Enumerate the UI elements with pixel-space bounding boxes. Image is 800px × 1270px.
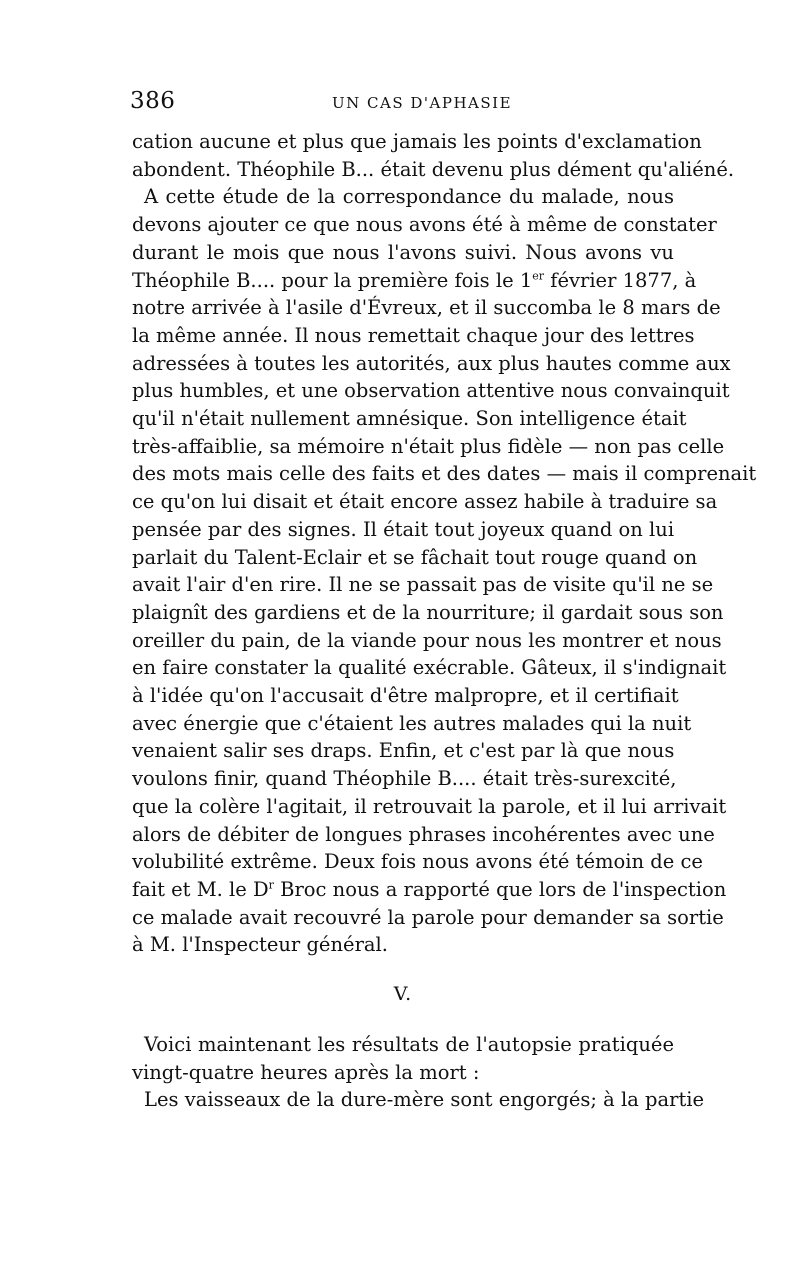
- paragraph-continuation: [132, 128, 735, 183]
- text-line: cation aucune et plus que jamais les points d'exclamation: [132, 130, 702, 153]
- text-line: à M. l'Inspecteur général.: [132, 933, 388, 957]
- text-fragment: Théophile B.... pour la première fois le 1: [132, 268, 533, 292]
- text-line-with-date: [132, 267, 697, 295]
- text-line: abondent. Théophile B... était devenu plus dément qu'aliéné.: [132, 157, 735, 181]
- text-line: alors de débiter de longues phrases incohérentes avec une: [132, 822, 715, 846]
- text-line: Les vaisseaux de la dure-mère sont engorgés; à la partie: [144, 1088, 705, 1112]
- text-line: Voici maintenant les résultats de l'autopsie pratiquée: [144, 1032, 674, 1056]
- text-line: plus humbles, et une observation attentive nous convainquit: [132, 379, 730, 403]
- text-line: A cette étude de la correspondance du malade, nous: [144, 185, 674, 209]
- text-line: que la colère l'agitait, il retrouvait la parole, et il lui arrivait: [132, 794, 727, 818]
- text-fragment: fait et M. le D: [132, 877, 269, 901]
- paragraph-correspondence: [132, 183, 757, 959]
- text-line: très-affaiblie, sa mémoire n'était plus fidèle — non pas celle: [132, 434, 725, 458]
- text-line-with-title: [132, 876, 727, 904]
- text-line: devons ajouter ce que nous avons été à même de constater: [132, 213, 717, 237]
- body-text: [132, 128, 757, 1114]
- text-line: venaient salir ses draps. Enfin, et c'est par là que nous: [132, 739, 675, 763]
- text-fragment: Broc nous a rapporté que lors de l'inspection: [273, 877, 727, 901]
- page-number: 386: [130, 88, 176, 114]
- text-line: voulons finir, quand Théophile B.... était très-surexcité,: [132, 767, 677, 791]
- text-line: pensée par des signes. Il était tout joyeux quand on lui: [132, 517, 675, 541]
- text-line: avec énergie que c'étaient les autres malades qui la nuit: [132, 711, 692, 735]
- text-line: oreiller du pain, de la viande pour nous les montrer et nous: [132, 628, 722, 652]
- text-line: durant le mois que nous l'avons suivi. Nous avons vu: [132, 240, 674, 264]
- running-title: UN CAS D'APHASIE: [332, 94, 513, 112]
- text-line: ce malade avait recouvré la parole pour demander sa sortie: [132, 905, 724, 929]
- section-heading: V.: [393, 983, 413, 1006]
- text-line: avait l'air d'en rire. Il ne se passait pas de visite qu'il ne se: [132, 573, 714, 597]
- book-page: [130, 88, 757, 1114]
- paragraph-dura-mater: [132, 1086, 705, 1114]
- text-line: en faire constater la qualité exécrable. Gâteux, il s'indignait: [132, 656, 727, 680]
- text-line: parlait du Talent-Eclair et se fâchait tout rouge quand on: [132, 545, 698, 569]
- text-line: adressées à toutes les autorités, aux plus hautes comme aux: [132, 351, 731, 375]
- running-header: [132, 88, 674, 128]
- text-line: vingt-quatre heures après la mort :: [132, 1060, 480, 1084]
- text-line: plaignît des gardiens et de la nourriture; il gardait sous son: [132, 600, 724, 624]
- text-line: la même année. Il nous remettait chaque jour des lettres: [132, 323, 695, 347]
- text-line: volubilité extrême. Deux fois nous avons été témoin de ce: [132, 850, 703, 874]
- text-line: des mots mais celle des faits et des dates — mais il comprenait: [132, 462, 757, 486]
- text-line: à l'idée qu'on l'accusait d'être malpropre, et il certifiait: [132, 684, 679, 708]
- text-line: ce qu'on lui disait et était encore assez habile à traduire sa: [132, 490, 718, 514]
- superscript: r: [268, 878, 274, 892]
- text-fragment: février 1877, à: [544, 268, 697, 292]
- text-line: notre arrivée à l'asile d'Évreux, et il succomba le 8 mars de: [132, 296, 721, 320]
- text-line: qu'il n'était nullement amnésique. Son intelligence était: [132, 407, 687, 431]
- paragraph-autopsy: [132, 1031, 674, 1086]
- superscript: er: [532, 269, 545, 283]
